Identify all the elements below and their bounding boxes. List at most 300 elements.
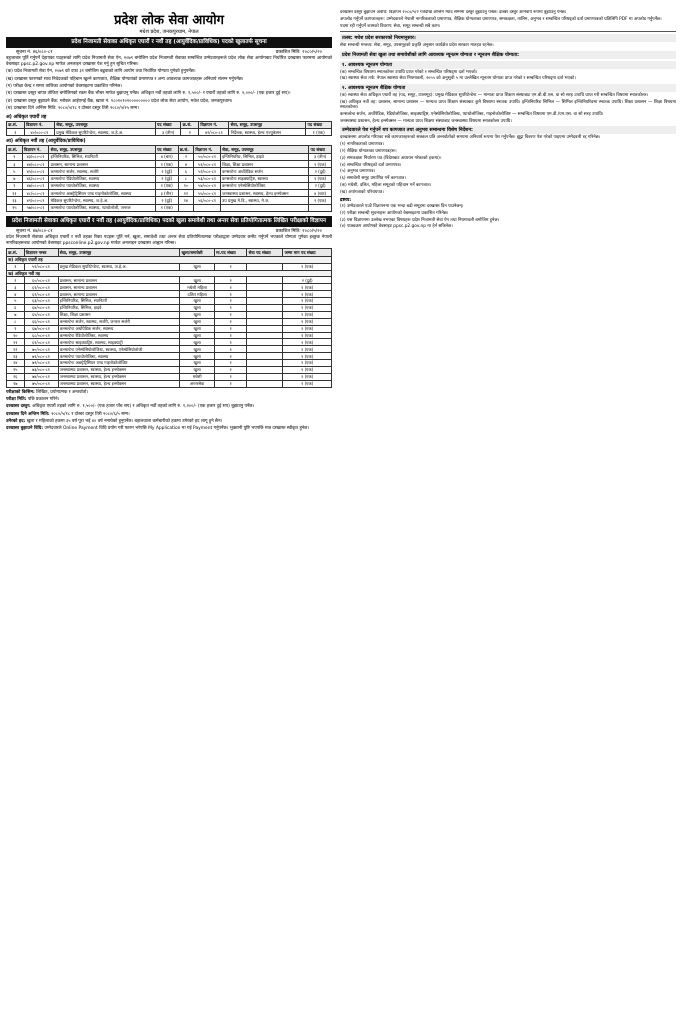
table-cell: मधेशी xyxy=(180,373,215,380)
table-cell: ७२/०८०-८१ xyxy=(24,360,58,367)
table-cell: प्रमुख मेडिकल सुपरिटेन्डेन्ट, स्वास्थ्य, ज.हे.अ. xyxy=(55,129,156,136)
table-cell: ४६/०८०-८१ xyxy=(22,175,49,182)
table-cell: इन्जिनियरिङ, सिभिल, हाइवे xyxy=(220,153,308,160)
table-cell: ४९/०८०-८१ xyxy=(22,197,49,204)
table-cell: मधेशी महिला xyxy=(180,284,215,291)
table-cell xyxy=(194,204,221,211)
group-row xyxy=(7,256,332,263)
table-cell: कन्सल्टेन्ट प्याथोलोजिस्ट, स्वास्थ्य xyxy=(58,353,180,360)
column-header: विज्ञापन नं. xyxy=(24,121,54,128)
table-cell: १ xyxy=(214,304,246,311)
note-item: (४) पाठ्यक्रम आयोगको वेबसाइट ppsc.p2.gov.np मा हेर्न सकिनेछ। xyxy=(340,224,453,230)
table-cell: प्रशासन, सामान्य प्रशासन xyxy=(49,160,155,167)
table-cell: १ xyxy=(214,360,246,367)
table-cell: कन्सल्टेन्ट एनेस्थेसियोलोजिस्ट, स्वास्थ्य, एनेस्थेसियोलोजी xyxy=(58,346,180,353)
table-cell: शिक्षा, शिक्षा प्रशासन xyxy=(58,311,180,318)
table-cell: २ (दुई) xyxy=(309,168,332,175)
section-body: (ख) स्वास्थ्य सेवा तर्फ: नेपाल स्वास्थ्य सेवा नियमावली, २०५५ को अनुसूची ५ मा उल्लेखित न्यूनतम योग्यता प्राप्त गरेको र सम्बन्धित परिषद्‌मा दर्ता भएको। xyxy=(340,76,576,82)
table-cell: १ xyxy=(214,291,246,298)
table-cell: ५९/०८०-८१ xyxy=(24,263,58,270)
note-item: (१) उम्मेदवारले एउटै विज्ञापनमा एक भन्दा बढी समूहमा दरखास्त दिन पाउनेछन्। xyxy=(340,204,464,210)
table-cell: १ (एक) xyxy=(283,284,332,291)
table-cell: ४२/०८०-८१ xyxy=(199,129,229,136)
detail-text: खुला र महिलाको हकमा ३५ वर्ष पूरा भई ४० वर्ष ननाघेको हुनुपर्नेछ। बहालवाला कर्मचारीको हकमा उमेरको हद लागू हुने छैन। xyxy=(26,418,223,424)
table-cell xyxy=(247,263,283,270)
table-cell: १ (एक) xyxy=(283,339,332,346)
table-row xyxy=(7,175,332,182)
table-cell: ८ xyxy=(178,175,194,182)
detail-text: उम्मेदवारले Online Payment विधि प्रयोग गरी फारम भरेपछि My Application मा गई Payment गर्नुपर्नेछ। भुक्तानी पुष्टि भएपछि मात्र दरखास्त स्वीकृत हुनेछ। xyxy=(44,426,309,432)
table-cell: १२ xyxy=(178,190,194,197)
table-cell: ६६/०८०-८१ xyxy=(24,318,58,325)
table-cell: ६२/०८०-८१ xyxy=(24,291,58,298)
table-cell: ९ xyxy=(7,182,23,189)
table-cell: खुला xyxy=(180,298,215,305)
table-cell: जनस्वास्थ्य प्रशासन, स्वास्थ्य, हेल्थ इन्स्पेक्सन xyxy=(58,380,180,387)
group-label: क) अधिकृत एघारौं तह xyxy=(7,256,332,263)
table-cell: १ xyxy=(214,366,246,373)
note-item: (२) परीक्षा सम्बन्धी सूचनाहरू आयोगको वेबसाइटमा प्रकाशित गरिनेछ। xyxy=(340,210,449,216)
table-row xyxy=(7,325,332,332)
table-cell: खुला xyxy=(180,353,215,360)
table-cell: निर्देशक, स्वास्थ्य, हेल्थ एज्युकेसन xyxy=(229,129,306,136)
table-cell: १ (एक) xyxy=(283,346,332,353)
table-cell: १७ xyxy=(7,380,25,387)
table-cell: ७३/०८०-८१ xyxy=(24,366,58,373)
table-row xyxy=(7,304,332,311)
table-cell: प्रमुख मेडिकल सुपरिटेन्डेन्ट, स्वास्थ्य, ज.हे.अ. xyxy=(58,263,180,270)
table-cell: खुला xyxy=(180,325,215,332)
table-cell: खुला xyxy=(180,332,215,339)
right-column xyxy=(340,10,676,1012)
table-cell: ११ xyxy=(7,190,23,197)
table-cell: कन्सल्टेन्ट सर्जन, स्वास्थ्य, सर्जरी, जनरल सर्जरी xyxy=(58,318,180,325)
table-cell: इन्जिनियरिङ, सिभिल, स्यानिटरी xyxy=(49,153,155,160)
column-header: सेवा, समूह, उपसमूह xyxy=(220,146,308,153)
table-cell: १ (एक) xyxy=(283,311,332,318)
table-cell: २ (दुई) xyxy=(283,277,332,284)
table-cell xyxy=(247,380,283,387)
table-cell: ५६/०८०-८१ xyxy=(194,197,221,204)
section-body: (क) सम्बन्धित विषयमा स्नातकोत्तर उपाधि प्राप्त गरेको र सम्बन्धित परिषद्‌मा दर्ता भएको। xyxy=(340,69,478,75)
table-cell: १३ xyxy=(7,197,23,204)
document-item: (२) शैक्षिक योग्यताका प्रमाणपत्रहरू। xyxy=(340,149,397,155)
table-cell: प्रशासन, सामान्य प्रशासन xyxy=(58,284,180,291)
table-row xyxy=(7,311,332,318)
table-cell: खुला xyxy=(180,277,215,284)
table-cell: ११ xyxy=(7,339,25,346)
detail-label: दरखास्त दस्तुर: xyxy=(6,404,31,410)
table-cell: खुला xyxy=(180,304,215,311)
intro-paragraph: (ग) परीक्षा केन्द्र र समय तालिका आयोगको वेबसाइटमा प्रकाशित गरिनेछ। xyxy=(6,84,122,90)
table-cell: १ (एक) xyxy=(283,380,332,387)
intro-paragraphs xyxy=(6,56,332,112)
column-header: मा.पद संख्या xyxy=(214,249,246,256)
table-cell: २ xyxy=(7,277,25,284)
table-b-heading: आ) अधिकृत नवौं तह (आयुर्वेदिक/प्राविधिक) xyxy=(6,139,86,145)
table-cell: खुला xyxy=(180,339,215,346)
table-cell: १ (एक) xyxy=(155,182,178,189)
table-cell xyxy=(178,204,194,211)
table-cell: मेडिकल सुपरिटेन्डेन्ट, स्वास्थ्य, ज.हे.अ. xyxy=(49,197,155,204)
table-cell: १ xyxy=(214,325,246,332)
column-header: विज्ञापन नं. xyxy=(194,146,221,153)
table-cell: ६१/०८०-८१ xyxy=(24,284,58,291)
detail-label: परीक्षाको किसिम: xyxy=(6,389,35,395)
column-header: क्र.सं. xyxy=(178,146,194,153)
table-cell: ४ xyxy=(7,291,25,298)
table-cell: १ xyxy=(214,311,246,318)
column-header: विज्ञापन नं. xyxy=(199,121,229,128)
table-cell: १ (एक) xyxy=(309,197,332,204)
info-paragraph: अपलोड गर्नुपर्ने कागजातहरू: उम्मेदवारले नेपाली नागरिकताको प्रमाणपत्र, शैक्षिक योग्यताका प्रमाणपत्र, समकक्षता, तालिम, अनुभव र सम्बन्धित परिषद्‌को दर्ता प्रमाणपत्रको प्रतिलिपि PDF मा अपलोड गर्नुपर्नेछ। xyxy=(340,16,662,22)
table-cell: प्रशासन, सामान्य प्रशासन xyxy=(58,291,180,298)
table-cell: १६ xyxy=(7,373,25,380)
group-row xyxy=(7,270,332,277)
column-header: पद संख्या xyxy=(155,146,178,153)
table-cell xyxy=(247,277,283,284)
table-cell: १५ xyxy=(7,366,25,373)
table-row xyxy=(7,277,332,284)
table-cell xyxy=(247,304,283,311)
table-row xyxy=(7,332,332,339)
table-cell: १४ xyxy=(178,197,194,204)
table-cell: १० xyxy=(178,182,194,189)
document-item: (५) अनुभव प्रमाणपत्र। xyxy=(340,169,376,175)
vacancy-table-9th xyxy=(6,145,332,212)
table-cell: कन्सल्टेन्ट अर्थोपेडिक सर्जन, स्वास्थ्य xyxy=(58,325,180,332)
table-cell: २ (दुई) xyxy=(155,175,178,182)
table-cell: १ (एक) xyxy=(283,298,332,305)
table-cell: १ (एक) xyxy=(283,360,332,367)
document-item: (ख) अपांगताको परिचयपत्र। xyxy=(340,189,384,195)
table-cell: १ (एक) xyxy=(306,129,332,136)
table-cell: कन्सल्टेन्ट प्याथोलोजिस्ट, स्वास्थ्य xyxy=(49,182,155,189)
table-cell: १ (एक) xyxy=(283,332,332,339)
table-cell: १ (एक) xyxy=(283,291,332,298)
table-row xyxy=(7,153,332,160)
table-cell: १ (एक) xyxy=(309,175,332,182)
table-cell xyxy=(247,346,283,353)
table-row xyxy=(7,318,332,325)
table-cell xyxy=(247,298,283,305)
table-cell: कन्सल्टेन्ट साइक्याट्रिष्ट, स्वास्थ्य, साइक्याट्री xyxy=(58,339,180,346)
detail-line xyxy=(6,426,332,432)
table-cell: ६४/०८०-८१ xyxy=(24,304,58,311)
table-cell: १ (एक) xyxy=(283,318,332,325)
table-cell: ६५/०८०-८१ xyxy=(24,311,58,318)
table-cell: १ xyxy=(7,129,25,136)
table-cell: १ (एक) xyxy=(283,366,332,373)
intro-paragraph: बहुजाबार पूर्ति गर्नुपर्ने देहायका पदहरूको लागि प्रदेश निजामती सेवा ऐन, २०७९ बमोजिम प्रदेश निजामती सेवाका सम्बन्धित उम्मेदवारहरूले प्रदेश लोक सेवा आयोगबाट निर्धारित दरखास्त फारममा आयोगको वेबसाइट ppsc.p2.gov.np मार्फत अनलाइन दरखास्त पेश गर्नु हुन सूचित गरिन्छ। xyxy=(6,56,332,68)
table-row xyxy=(7,298,332,305)
fee-and-docs xyxy=(340,10,676,29)
table-cell: १ (एक) xyxy=(155,160,178,167)
table-cell: १ xyxy=(214,298,246,305)
table-cell xyxy=(247,366,283,373)
table-row xyxy=(7,366,332,373)
table-cell: ६९/०८०-८१ xyxy=(24,339,58,346)
intro-paragraph: (ङ) दरखास्त दस्तुर बुझाउने बैंक: ग्लोबल आईएमई बैंक, खाता नं. १८०१०१०१००००००००० प्रदेश लोक सेवा आयोग, मधेश प्रदेश, जनकपुरधाम। xyxy=(6,98,233,104)
table-cell: १३ xyxy=(7,353,25,360)
table-cell: ५५/०८०-८१ xyxy=(194,190,221,197)
notes-heading: द्रष्टव्य: xyxy=(340,198,352,204)
column-header: क्र.सं. xyxy=(7,121,25,128)
left-column xyxy=(6,10,332,1012)
table-row xyxy=(7,129,332,136)
detail-line xyxy=(6,404,332,410)
table-cell: ५ xyxy=(7,168,23,175)
table-cell: ७५/०८०-८१ xyxy=(24,380,58,387)
table-cell xyxy=(247,311,283,318)
table-cell: खुला xyxy=(180,311,215,318)
table-cell: १ (एक) xyxy=(283,263,332,270)
table-cell: खुला xyxy=(180,346,215,353)
exam-intro: प्रदेश निजामती सेवाका अधिकृत एघारौं र नवौं तहका रिक्त पदहरू पूर्ति गर्न, खुला, समावेशी तथा अन्तर सेवा प्रतियोगितात्मक परीक्षाद्वारा उम्मेदवार छनौट गर्नुपर्ने भएकाले योग्यता पुगेका इच्छुक नेपाली नागरिकहरूबाट आयोगको वेबसाइट ppsconline.p2.gov.np मार्फत अनलाइन दरखास्त आह्वान गरिन्छ। xyxy=(6,235,332,247)
table-cell: २ xyxy=(178,153,194,160)
table-cell: १ xyxy=(7,263,25,270)
table-cell: कन्सल्टेन्ट अब्स्ट्रेट्रिसियन एण्ड गाइनोकोलोजिष्ट, स्वास्थ्य xyxy=(49,190,155,197)
table-cell: ५४/०८०-८१ xyxy=(194,182,221,189)
table-cell: १ xyxy=(214,318,246,325)
table-cell: १ xyxy=(214,339,246,346)
table-cell: इन्जिनियरिङ, सिभिल, स्यानिटरी xyxy=(58,298,180,305)
table-cell: ५३/०८०-८१ xyxy=(194,175,221,182)
detail-line xyxy=(6,412,332,418)
table-cell: ४०/०८०-८१ xyxy=(24,129,54,136)
notice2-number: सूचना नं. ४७/०८०-८१ xyxy=(16,229,53,235)
table-cell xyxy=(247,373,283,380)
divider xyxy=(340,31,676,32)
detail-text: अधिकृत एघारौं तहको लागि रु. १,५००/- (एक हजार पाँच सय) र अधिकृत नवौं तहको लागि रु. १,२००/- (एक हजार दुई सय) बुझाउनु पर्नेछ। xyxy=(32,404,255,410)
column-header: क्र.सं. xyxy=(7,249,25,256)
table-row xyxy=(7,204,332,211)
table-cell: दलित महिला xyxy=(180,291,215,298)
table-cell: शिक्षा, शिक्षा प्रशासन xyxy=(220,160,308,167)
table-row xyxy=(7,168,332,175)
table-cell: जनस्वास्थ्य प्रशासन, स्वास्थ्य, हेल्थ इन्स्पेक्सन xyxy=(58,366,180,373)
table-row xyxy=(7,197,332,204)
table-cell: ४८/०८०-८१ xyxy=(22,190,49,197)
column-header: पद संख्या xyxy=(155,121,181,128)
table-cell: २ (दुई) xyxy=(155,197,178,204)
section-heading: २. आवश्यक न्यूनतम शैक्षिक योग्यता xyxy=(340,84,676,92)
table-cell: खुला xyxy=(180,318,215,325)
intro-paragraph: (च) दरखास्त दिने अन्तिम मिति: २०८०/५/१८ र दोब्बर दस्तुर तिरी २०८०/५/२५ सम्म। xyxy=(6,105,139,111)
intro-paragraph: (क) प्रदेश निजामती सेवा ऐन, २०७९ को दफा ३१ बमोजिम बढुवाको लागि आयोग तथा निर्धारित योग्यता पुगेको हुनुपर्नेछ। xyxy=(6,69,196,75)
table-cell: कन्सल्टेन्ट प्याथोलोजिस्ट, स्वास्थ्य, प्याथोलोजी, जनरल xyxy=(49,204,155,211)
column-header: विज्ञापन नम्बर xyxy=(24,249,58,256)
notes-list xyxy=(340,204,676,230)
column-header: विज्ञापन नं. xyxy=(22,146,49,153)
table-row xyxy=(7,160,332,167)
table-cell: उप प्रमुख मे.डि., स्वास्थ्य, मे.ज. xyxy=(220,197,308,204)
column-header: सेवा, समूह, उपसमूह xyxy=(55,121,156,128)
table-row xyxy=(7,182,332,189)
table-cell: ६३/०८०-८१ xyxy=(24,298,58,305)
detail-line xyxy=(6,390,332,396)
table-cell: ७४/०८०-८१ xyxy=(24,373,58,380)
table-cell xyxy=(220,204,308,211)
table-cell: कन्सल्टेन्ट रेडियोलोजिस्ट, स्वास्थ्य xyxy=(58,332,180,339)
table-cell: १४ xyxy=(7,360,25,367)
table-cell: ३ xyxy=(7,284,25,291)
table-cell: ७०/०८०-८१ xyxy=(24,346,58,353)
table-cell: ७१/०८०-८१ xyxy=(24,353,58,360)
table-row xyxy=(7,346,332,353)
table-cell: ५१/०८०-८१ xyxy=(194,160,221,167)
table-cell xyxy=(247,360,283,367)
table-cell: ६७/०८०-८१ xyxy=(24,325,58,332)
table-cell: ४ xyxy=(178,160,194,167)
group-label: ख) अधिकृत नवौं तह xyxy=(7,270,332,277)
section-heading: उम्मेदवारले पेश गर्नुपर्ने थप कागजात तथा अनुभव सम्बन्धमा विशेष निर्देशन: xyxy=(340,126,676,134)
table-cell: १ xyxy=(214,284,246,291)
table-cell: १२ xyxy=(7,346,25,353)
column-header: सेवा पद संख्या xyxy=(247,249,283,256)
table-row xyxy=(7,284,332,291)
document-item: (१) नागरिकताको प्रमाणपत्र। xyxy=(340,142,385,148)
table-cell: खुला xyxy=(180,366,215,373)
column-header: खुला/समावेशी xyxy=(180,249,215,256)
table-cell: ४ (चार) xyxy=(155,153,178,160)
detail-line xyxy=(6,397,332,403)
column-header: क्र.सं. xyxy=(181,121,199,128)
table-cell: ५०/०८०-८१ xyxy=(194,153,221,160)
detail-label: दरखास्त बुझाउने विधि: xyxy=(6,426,44,432)
table-cell: कन्सल्टेन्ट सर्जन, स्वास्थ्य, सर्जरी xyxy=(49,168,155,175)
intro-paragraph: (ख) दरखास्त फारमको साथ निवेदकको पहिचान खुल्ने कागजात, शैक्षिक योग्यताको प्रमाणपत्र र अन्य आवश्यक कागजातहरू अनिवार्य संलग्न गर्नुपर्नेछ। xyxy=(6,76,244,82)
notice-banner: प्रदेश निजामती सेवाका अधिकृत एघारौं र नवौं तह (आयुर्वेदिक/प्राविधिक) पदको खुलातर्फ सूचना xyxy=(6,37,332,48)
section-body: सेवा सम्बन्धी मन्तव्य: सेवा, समूह, उपसमूहको प्रकृति अनुसार कार्यक्षेत्र प्रदेश सरकार मातहत रहनेछ। xyxy=(340,43,494,49)
column-header: सेवा, समूह, उपसमूह xyxy=(229,121,306,128)
table-row xyxy=(7,360,332,367)
table-cell: १ (एक) xyxy=(309,160,332,167)
table-cell: २ (दुई) xyxy=(155,168,178,175)
section-body: दरखास्तमा अपलोड गरिएका सबै कागजातहरूको सक्कल प्रति अन्तर्वार्ताको समयमा अनिवार्य रूपमा पेश गर्नुपर्नेछ। झुट्टा विवरण पेश गरेको पाइएमा उम्मेदवारी रद्द गरिनेछ। xyxy=(340,135,601,141)
table-cell: ६ xyxy=(178,168,194,175)
table-cell xyxy=(247,318,283,325)
table-cell xyxy=(309,204,332,211)
table-cell: ४४/०८०-८१ xyxy=(22,160,49,167)
notice-number: सूचना नं. ४६/०८०-८१ xyxy=(16,50,53,56)
table-cell: ६०/०८०-८१ xyxy=(24,277,58,284)
section-heading: १. आवश्यक न्यूनतम योग्यता xyxy=(340,61,676,69)
document-item: (३) समकक्षता निर्धारण पत्र (विदेशबाट अध्ययन गरेकाको हकमा)। xyxy=(340,155,442,161)
document-item: (६) समावेशी समूह प्रमाणित गर्ने कागजात। xyxy=(340,176,406,182)
table-cell: खुला xyxy=(180,360,215,367)
table-cell: १० xyxy=(7,332,25,339)
table-cell: ७ xyxy=(7,175,23,182)
table-a-heading: अ) अधिकृत एघारौं तह xyxy=(6,114,47,120)
detail-text: लिखित, प्रयोगात्मक र अन्तर्वार्ता। xyxy=(36,389,88,395)
table-cell xyxy=(247,325,283,332)
qualification-sections xyxy=(340,34,676,141)
exam-details xyxy=(6,390,332,432)
table-cell: ५७/०८०-८१ xyxy=(22,204,49,211)
section-body: जनस्वास्थ्य प्रशासन, हेल्थ इन्स्पेक्सन — मान्यता प्राप्त शिक्षण संस्थाबाट जनस्वास्थ्य विषयमा स्नातकोत्तर उपाधि। xyxy=(340,118,512,124)
column-header: क्र.सं. xyxy=(7,146,23,153)
table-cell: १ (एक) xyxy=(155,204,178,211)
table-cell xyxy=(247,284,283,291)
table-cell: ६ xyxy=(7,304,25,311)
table-cell xyxy=(247,353,283,360)
detail-label: उमेरको हद: xyxy=(6,418,26,424)
exam-banner: प्रदेश निजामती सेवाका अधिकृत एघारौं र नवौं तह (आयुर्वेदिक/प्राविधिक) पदको खुला समावेशी तथा अन्तर सेवा प्रतियोगितात्मक लिखित परीक्षाको विज्ञापन xyxy=(6,216,332,227)
table-cell: १ (एक) xyxy=(283,353,332,360)
table-cell: अन्तरसेवा xyxy=(180,380,215,387)
section-body: (क) स्वास्थ्य सेवा अधिकृत एघारौं तह (पद, समूह, उपसमूह): प्रमुख मेडिकल सुपरिटेन्डेन्ट — मान्यता प्राप्त शिक्षण संस्थाबाट एम.बी.बी.एस. वा सो सरह उपाधि प्राप्त गरी सम्बन्धित विषयमा स्नातकोत्तर। xyxy=(340,93,649,99)
publish-date: प्रकाशित मिति: २०८०/५/२० xyxy=(275,50,322,56)
detail-text: पछि प्रकाशन गरिने। xyxy=(27,396,60,402)
table-cell: ५२/०८०-८१ xyxy=(194,168,221,175)
table-cell xyxy=(247,291,283,298)
table-row xyxy=(7,373,332,380)
table-cell: १ xyxy=(214,332,246,339)
table-cell xyxy=(247,332,283,339)
table-cell: ३ (तीन) xyxy=(309,153,332,160)
table-cell: ५ xyxy=(7,298,25,305)
table-cell: ४७/०८०-८१ xyxy=(22,182,49,189)
table-cell: ३ (तीन) xyxy=(155,129,181,136)
column-header: जम्मा माग पद संख्या xyxy=(283,249,332,256)
table-cell: कन्सल्टेन्ट अब्स्ट्रेट्रिसियन एण्ड गाइनोकोलोजिष्ट xyxy=(58,360,180,367)
detail-label: दरखास्त दिने अन्तिम मिति: xyxy=(6,411,50,417)
section-body: (ख) अधिकृत नवौं तह: प्रशासन, सामान्य प्रशासन — मान्यता प्राप्त शिक्षण संस्थाबाट कुनै विषयमा स्नातक उपाधि। इन्जिनियरिङ सिभिल — सिभिल इन्जिनियरिङमा स्नातक उपाधि। शिक्षा प्रशासन — शिक्षा विषयमा स्नातकोत्तर। xyxy=(340,99,676,111)
detail-text: २०८०/५/१८ र दोब्बर दस्तुर तिरी २०८०/६/५ सम्म। xyxy=(51,411,130,417)
table-cell: १ xyxy=(214,373,246,380)
table-cell: खुला xyxy=(180,263,215,270)
table-cell: कन्सल्टेन्ट साइक्याट्रिष्ट, स्वास्थ्य xyxy=(220,175,308,182)
section-body: कन्सल्टेन्ट सर्जन, अर्थोपेडिक, रेडियोलोजिस्ट, साइक्याट्रिष्ट, एनेस्थेसियोलोजिस्ट, प्याथोलोजिस्ट, गाइनोकोलोजिष्ट — सम्बन्धित विषयमा एम.डी./एम.एस. वा सो सरह उपाधि। xyxy=(340,112,604,118)
table-cell: जनस्वास्थ्य प्रशासन, स्वास्थ्य, हेल्थ इन्स्पेक्सन xyxy=(58,373,180,380)
required-documents xyxy=(340,142,676,195)
table-cell: १ (एक) xyxy=(283,325,332,332)
column-header: पद संख्या xyxy=(306,121,332,128)
advertisement-table xyxy=(6,248,332,387)
table-row xyxy=(7,291,332,298)
detail-label: परीक्षा मिति: xyxy=(6,396,27,402)
document-item: (क) मधेशी, दलित, महिला समूहको पहिचान गर्ने कागजात। xyxy=(340,182,432,188)
table-cell: ७ xyxy=(7,311,25,318)
table-cell: कन्सल्टेन्ट अर्थोपेडिक सर्जन xyxy=(220,168,308,175)
table-cell: प्रशासन, सामान्य प्रशासन xyxy=(58,277,180,284)
table-cell: १ xyxy=(214,353,246,360)
table-cell: १५ xyxy=(7,204,23,211)
detail-line xyxy=(6,419,332,425)
table-cell xyxy=(247,339,283,346)
table-cell: १ xyxy=(214,380,246,387)
table-cell: ३ xyxy=(7,160,23,167)
table-cell: ३ (तीन) xyxy=(155,190,178,197)
vacancy-table-11th xyxy=(6,121,332,137)
table-cell: इन्जिनियरिङ, सिभिल, हाइवे xyxy=(58,304,180,311)
column-header: पद संख्या xyxy=(309,146,332,153)
table-row xyxy=(7,380,332,387)
table-cell: ८ xyxy=(7,318,25,325)
section-heading: तलब: मधेश प्रदेश सरकारको नियमानुसार। xyxy=(340,34,676,42)
table-cell: ६८/०८०-८१ xyxy=(24,332,58,339)
section-heading: प्रदेश निजामती सेवा खुला तथा समावेशीको लागि आवश्यक न्यूनतम योग्यता र न्यूनतम शैक्षिक योग्यता: xyxy=(340,51,676,59)
table-cell: जनस्वास्थ्य प्रशासन, स्वास्थ्य, हेल्थ इन्स्पेक्सन xyxy=(220,190,308,197)
table-cell: १ (एक) xyxy=(283,373,332,380)
table-cell: ४५/०८०-८१ xyxy=(22,168,49,175)
table-row xyxy=(7,190,332,197)
table-cell: कन्सल्टेन्ट एनेस्थेसियोलोजिस्ट xyxy=(220,182,308,189)
table-cell: ४ (चार) xyxy=(309,190,332,197)
column-header: सेवा, समूह, उपसमूह xyxy=(49,146,155,153)
table-row xyxy=(7,339,332,346)
